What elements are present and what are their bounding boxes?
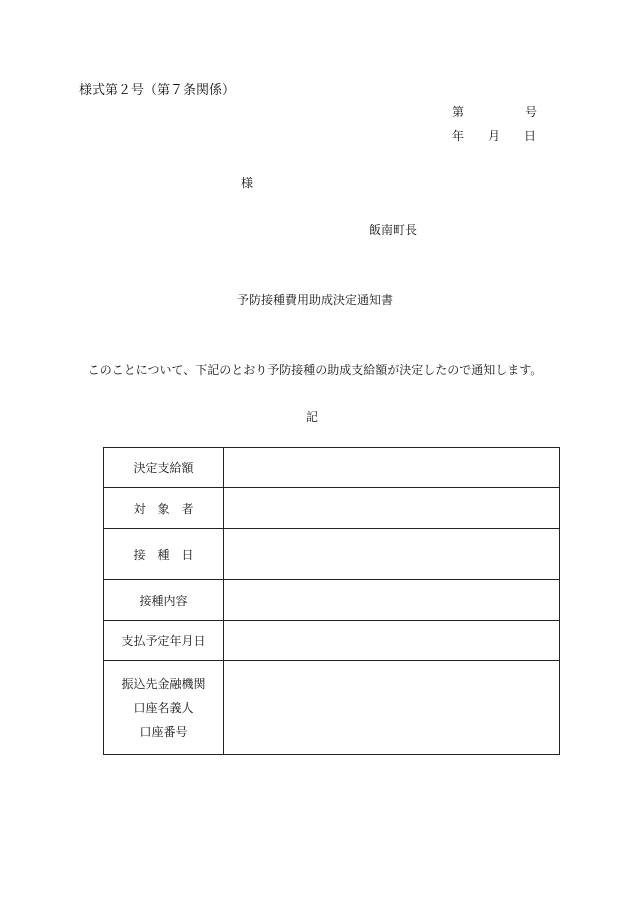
- table-row: [104, 448, 560, 488]
- bank-info-label: [104, 661, 224, 755]
- account-holder-label: 口座名義人: [133, 700, 194, 715]
- date-year-label: 年: [452, 129, 465, 143]
- bank-info-value[interactable]: [224, 661, 560, 755]
- detail-table: [103, 447, 560, 755]
- payment-date-label: 支払予定年月日: [104, 621, 224, 661]
- date-month-label: 月: [488, 129, 501, 143]
- table-row: [104, 580, 560, 621]
- decided-amount-value[interactable]: [224, 448, 560, 488]
- account-number-label: 口座番号: [139, 724, 188, 739]
- document-number-suffix: 号: [525, 105, 538, 119]
- notification-body: このことについて、下記のとおり予防接種の助成支給額が決定したので通知します。: [87, 363, 543, 377]
- table-row: [104, 661, 560, 755]
- payment-date-value[interactable]: [224, 621, 560, 661]
- vaccination-content-value[interactable]: [224, 580, 560, 621]
- recipient-honorific: 様: [241, 176, 254, 190]
- table-row: [104, 488, 560, 529]
- date-day-label: 日: [524, 129, 537, 143]
- bank-name-label: 振込先金融機関: [121, 676, 206, 691]
- vaccination-content-label: 接種内容: [104, 580, 224, 621]
- vaccination-date-label: 接 種 日: [104, 529, 224, 580]
- sender-name: 飯南町長: [369, 223, 418, 237]
- document-number-prefix: 第: [452, 105, 465, 119]
- ki-heading: 記: [305, 410, 318, 424]
- recipient-person-value[interactable]: [224, 488, 560, 529]
- table-row: [104, 529, 560, 580]
- document-title: 予防接種費用助成決定通知書: [236, 293, 393, 307]
- table-row: [104, 621, 560, 661]
- recipient-person-label: 対 象 者: [104, 488, 224, 529]
- decided-amount-label: 決定支給額: [104, 448, 224, 488]
- form-number: 様式第２号（第７条関係）: [79, 83, 236, 98]
- vaccination-date-value[interactable]: [224, 529, 560, 580]
